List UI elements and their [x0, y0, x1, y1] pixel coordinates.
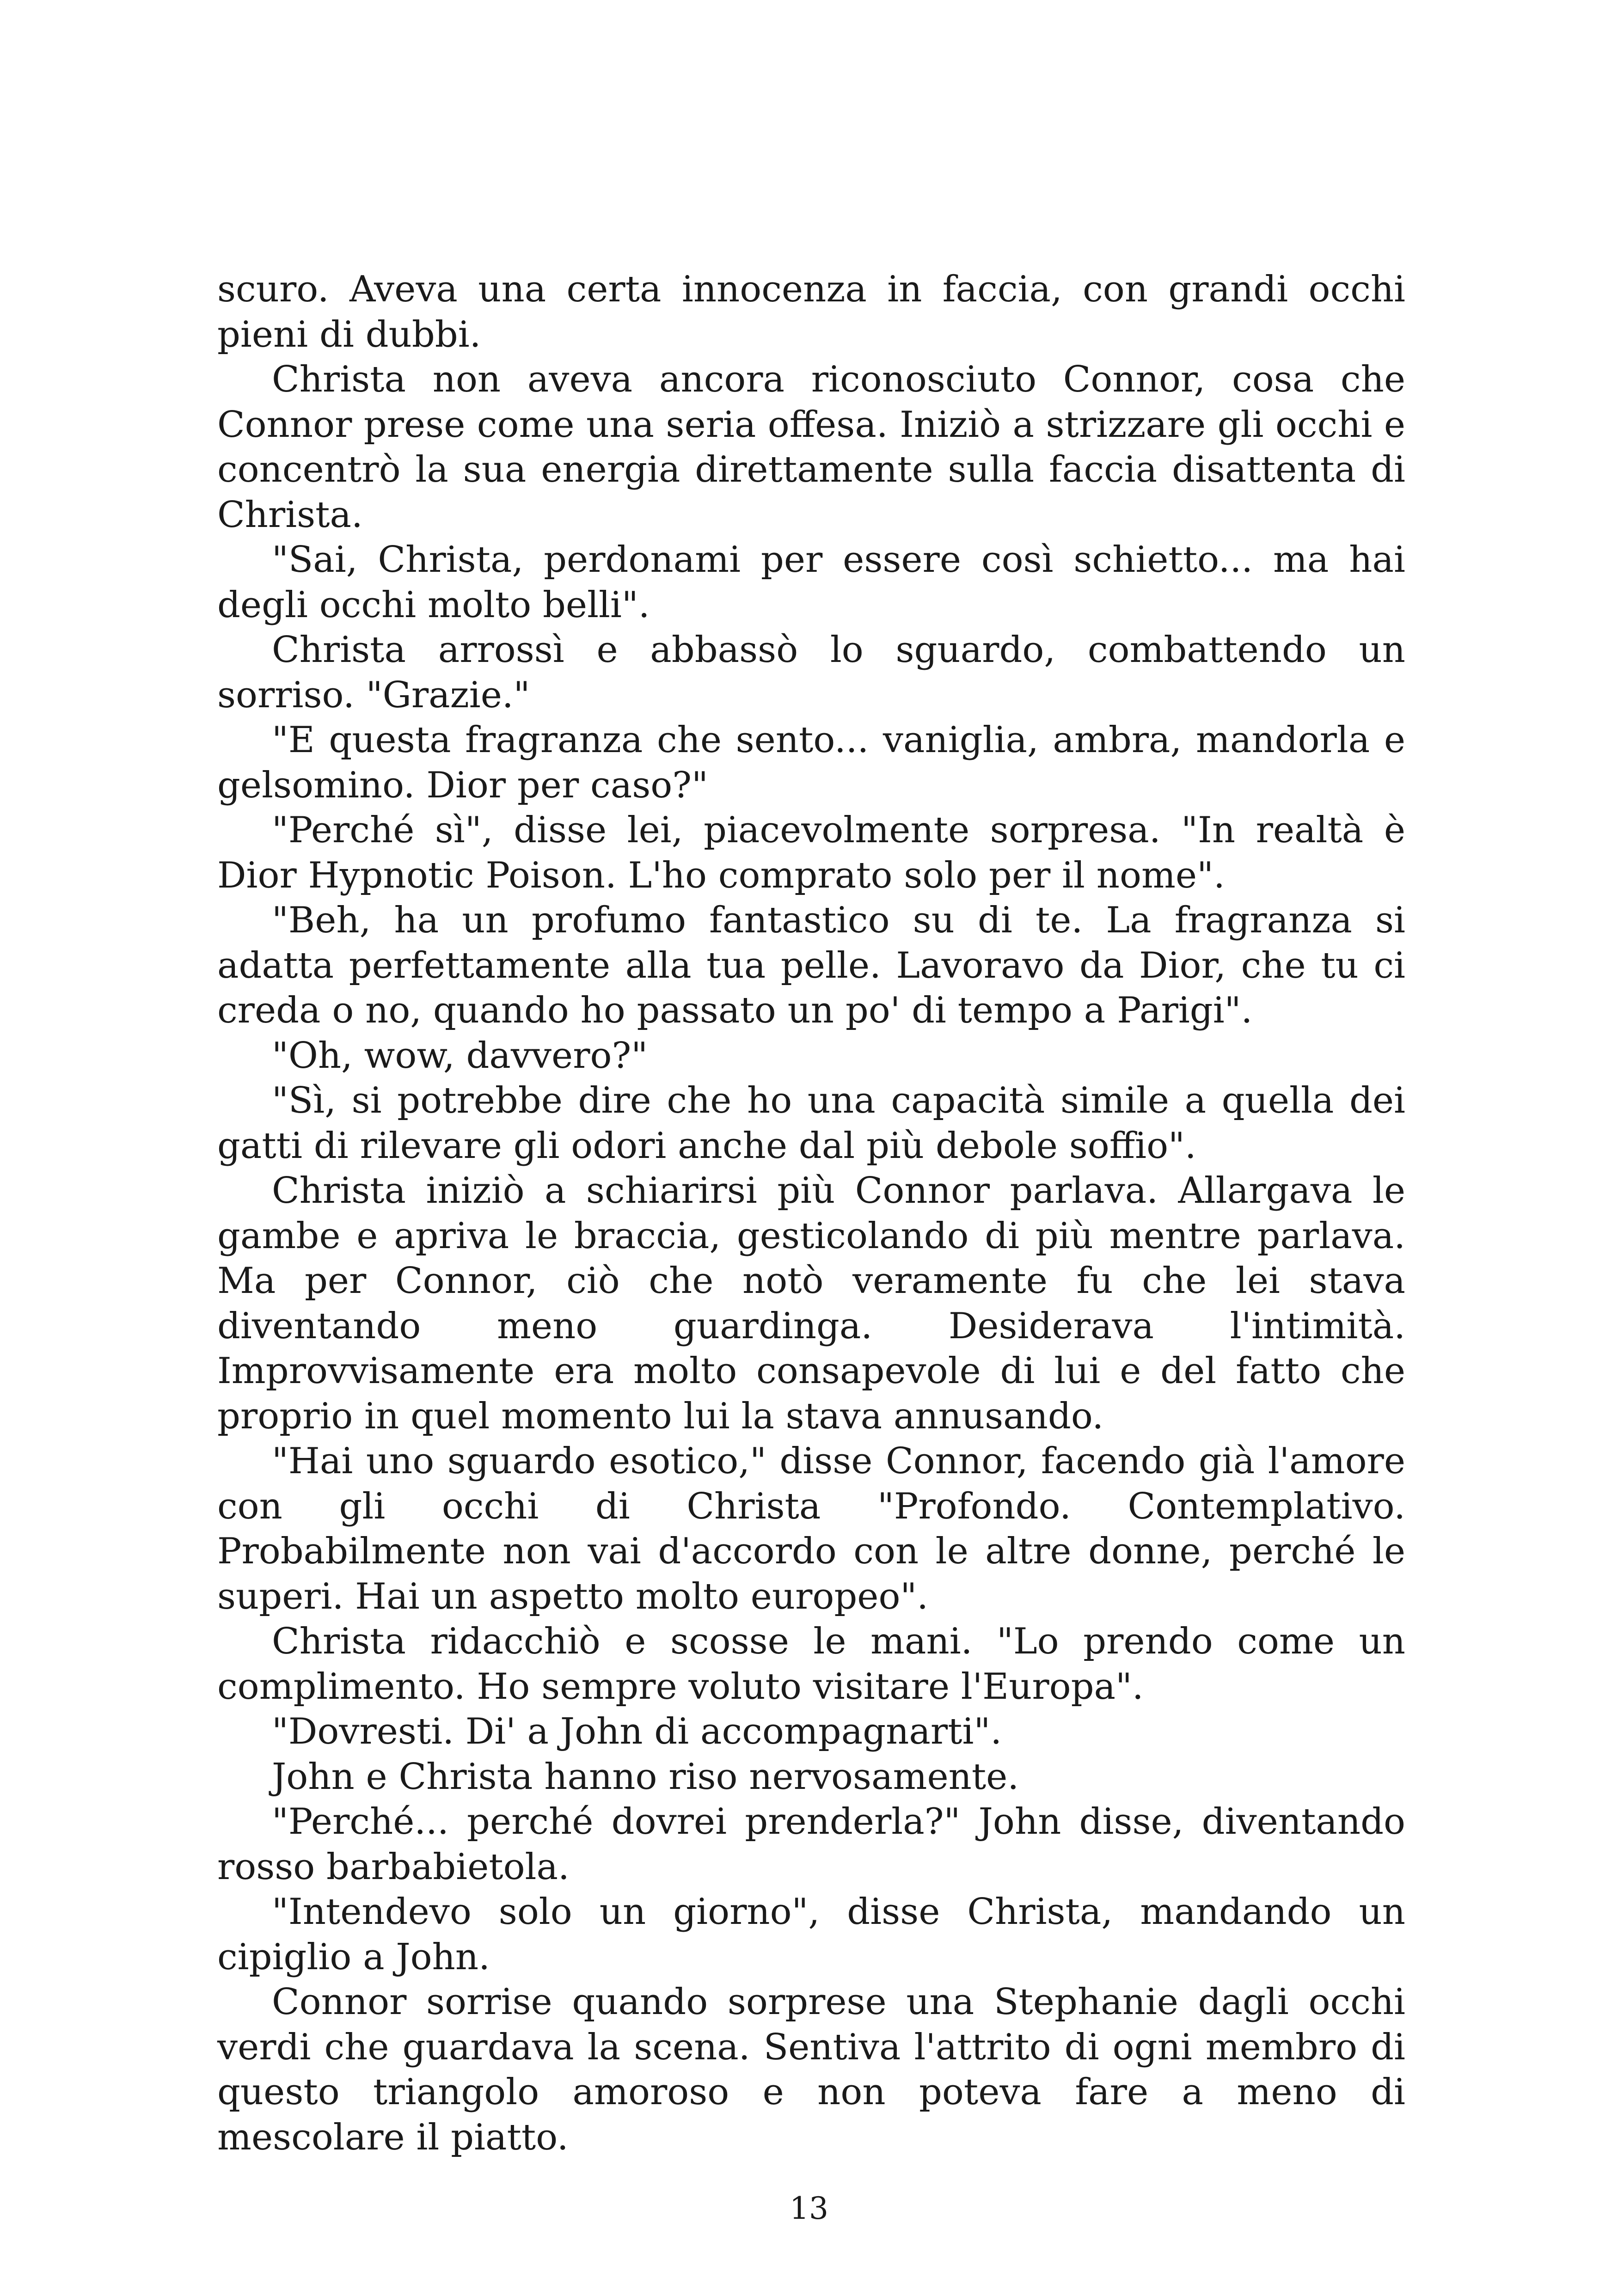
paragraph: Christa arrossì e abbassò lo sguardo, combattendo un sorriso. "Grazie." — [217, 629, 1405, 716]
paragraph: "Hai uno sguardo esotico," disse Connor, facendo già l'amore con gli occhi di Christa "Profondo. Contemplativo. Probabilmente non vai d'accordo con le altre donne, perché le superi. Hai un aspetto molto europeo". — [217, 1440, 1405, 1617]
paragraph: "Intendevo solo un giorno", disse Christa, mandando un cipiglio a John. — [217, 1891, 1405, 1978]
paragraph: "Dovresti. Di' a John di accompagnarti". — [272, 1711, 1002, 1752]
paragraph: John e Christa hanno riso nervosamente. — [272, 1756, 1019, 1798]
paragraph: Christa iniziò a schiarirsi più Connor parlava. Allargava le gambe e apriva le braccia, gesticolando di più mentre parlava. Ma per Connor, ciò che notò veramente fu che lei stava diventando meno guardinga. Desiderava l'intimità. Improvvisamente era molto consapevole di lui e del fatto che proprio in quel momento lui la stava annusando. — [217, 1170, 1405, 1437]
paragraph: Christa non aveva ancora riconosciuto Connor, cosa che Connor prese come una seria offesa. Iniziò a strizzare gli occhi e concentrò la sua energia direttamente sulla faccia disattenta di Christa. — [217, 359, 1405, 536]
paragraph: "Sai, Christa, perdonami per essere così schietto... ma hai degli occhi molto belli". — [217, 539, 1405, 626]
paragraph: Christa ridacchiò e scosse le mani. "Lo prendo come un complimento. Ho sempre voluto visitare l'Europa". — [217, 1621, 1405, 1708]
paragraph: "Oh, wow, davvero?" — [272, 1035, 648, 1077]
page-number: 13 — [790, 2191, 828, 2226]
paragraph: Connor sorrise quando sorprese una Stephanie dagli occhi verdi che guardava la scena. Sentiva l'attrito di ogni membro di questo triangolo amoroso e non poteva fare a meno di mescolare il piatto. — [217, 1981, 1405, 2158]
body-text — [217, 267, 1405, 2160]
paragraph: "Sì, si potrebbe dire che ho una capacità simile a quella dei gatti di rilevare gli odori anche dal più debole soffio". — [217, 1080, 1405, 1167]
paragraph: "Beh, ha un profumo fantastico su di te. La fragranza si adatta perfettamente alla tua pelle. Lavoravo da Dior, che tu ci creda o no, quando ho passato un po' di tempo a Parigi". — [217, 900, 1405, 1031]
paragraph-continuation: scuro. Aveva una certa innocenza in faccia, con grandi occhi pieni di dubbi. — [217, 269, 1405, 355]
paragraph: "Perché... perché dovrei prenderla?" John disse, diventando rosso barbabietola. — [217, 1801, 1405, 1888]
paragraph: "Perché sì", disse lei, piacevolmente sorpresa. "In realtà è Dior Hypnotic Poison. L'ho comprato solo per il nome". — [217, 809, 1405, 896]
paragraph: "E questa fragranza che sento... vaniglia, ambra, mandorla e gelsomino. Dior per caso?" — [217, 719, 1405, 806]
